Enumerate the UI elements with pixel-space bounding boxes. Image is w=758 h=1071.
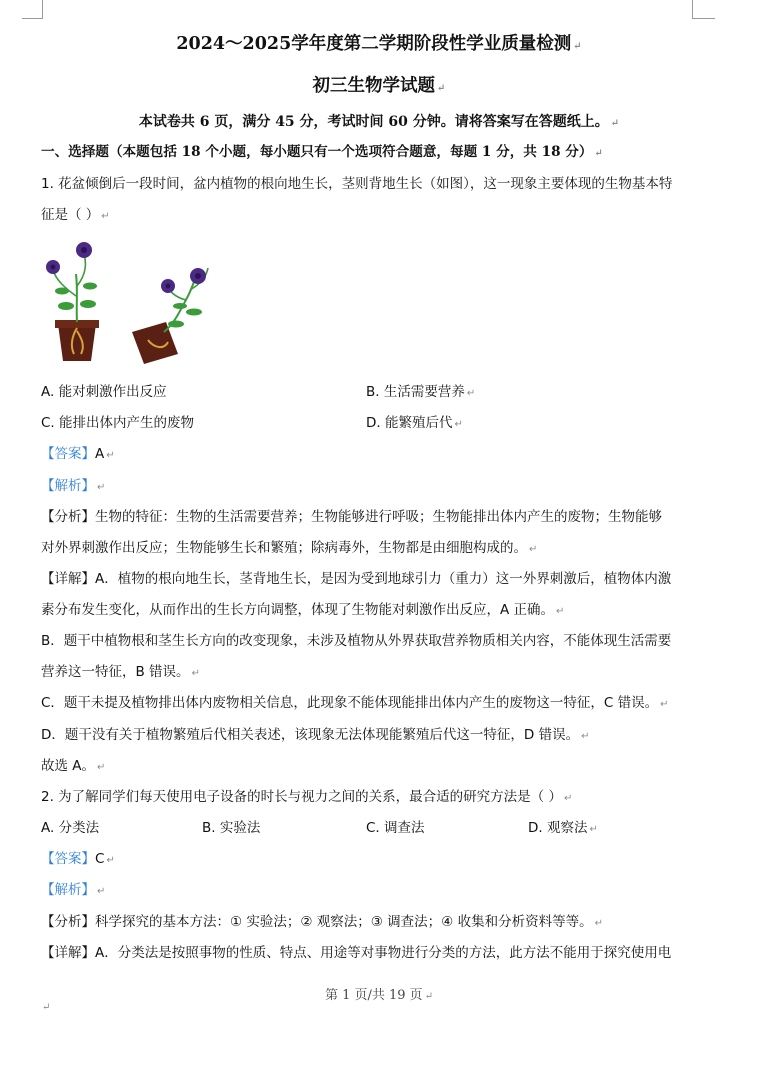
paragraph-mark-icon: ↵ [594,918,603,929]
q2-analysis-heading [41,880,105,902]
q2-answer: 【答案】C ↵ [41,851,115,867]
paragraph-mark-icon: ↵ [573,41,582,52]
paragraph-mark-icon: ↵ [529,544,538,555]
q2-option-c: C. 调查法 [366,820,425,836]
exam-note: 本试卷共 6 页，满分 45 分，考试时间 60 分钟。请将答案写在答题纸上。 ↵ [138,114,620,130]
paragraph-mark-icon: ↵ [454,419,463,430]
q1-option-c: C. 能排出体内产生的废物 [41,415,195,431]
paragraph-mark-icon: ↵ [437,83,446,94]
q2-stem: 2. 为了解同学们每天使用电子设备的时长与视力之间的关系，最合适的研究方法是（ ） ↵ [41,789,573,805]
q1-stem-line2: 征是（ ） ↵ [41,207,110,223]
q1-detail-line5: C．题干未提及植物排出体内废物相关信息，此现象不能体现能排出体内产生的废物这一特征，C 错误。 ↵ [41,695,669,711]
q2-fenxi-line1: 【分析】科学探究的基本方法：① 实验法；② 观察法；③ 调查法；④ 收集和分析资料等等。 ↵ [41,914,603,930]
page-footer: 第 1 页/共 19 页 ↵ [324,988,434,1003]
tilted-plant-image [132,268,208,364]
paragraph-mark-icon: ↵ [106,450,115,461]
q2-option-b: B. 实验法 [202,820,261,836]
paragraph-mark-icon: ↵ [424,991,434,1002]
q1-option-b: B. 生活需要营养 ↵ [366,384,476,400]
detail-tag: 【详解】 [41,571,95,587]
paragraph-mark-icon: ↵ [42,1002,51,1013]
q1-fenxi-line1: 【分析】生物的特征：生物的生活需要营养；生物能够进行呼吸；生物能排出体内产生的废物；生物能够 [41,509,662,525]
q1-detail-line1: 【详解】A．植物的根向地生长，茎背地生长，是因为受到地球引力（重力）这一外界刺激后，植物体内激 [41,571,672,587]
paragraph-mark-icon: ↵ [97,886,106,897]
paragraph-mark-icon: ↵ [556,606,565,617]
q1-analysis-heading [41,476,105,498]
q1-answer: 【答案】A ↵ [41,446,115,462]
crop-mark-top-left [22,0,43,19]
q2-detail-line1: 【详解】A．分类法是按照事物的性质、特点、用途等对事物进行分类的方法，此方法不能用于探究使用电 [41,945,672,961]
paragraph-mark-icon: ↵ [466,388,476,399]
section-heading: 一、选择题（本题包括 18 个小题，每小题只有一个选项符合题意，每题 1 分，共 18 分） ↵ [41,144,603,160]
paragraph-mark-icon: ↵ [660,699,669,710]
upright-plant-image [46,242,99,361]
paragraph-mark-icon: ↵ [97,482,106,493]
crop-mark-top-right [692,0,715,19]
q1-option-d: D. 能繁殖后代 ↵ [366,415,463,431]
paragraph-mark-icon: ↵ [101,211,110,222]
q1-detail-line2: 素分布发生变化，从而作出的生长方向调整，体现了生物能对刺激作出反应，A 正确。 ↵ [41,602,565,618]
q1-fenxi-line2: 对外界刺激作出反应；生物能够生长和繁殖；除病毒外，生物都是由细胞构成的。 ↵ [41,540,538,556]
detail-tag: 【详解】 [41,945,95,961]
fenxi-tag: 【分析】 [41,509,95,525]
analysis-tag: 【解析】 [41,478,95,494]
q2-option-a: A. 分类法 [41,820,100,836]
q1-detail-line6: D．题干没有关于植物繁殖后代相关表述，该现象无法体现能繁殖后代这一特征，D 错误。 ↵ [41,727,590,743]
paragraph-mark-icon: ↵ [97,762,106,773]
q2-option-d: D. 观察法 ↵ [528,820,598,836]
exam-subtitle: 初三生物学试题 ↵ [312,76,446,96]
paragraph-mark-icon: ↵ [589,824,598,835]
exam-title: 2024～2025学年度第二学期阶段性学业质量检测 ↵ [176,34,582,54]
q1-detail-line4: 营养这一特征，B 错误。 ↵ [41,664,200,680]
answer-tag: 【答案】 [41,446,95,462]
tilted-potted-plants-figure [40,236,220,366]
paragraph-mark-icon: ↵ [563,793,573,804]
q1-option-a: A. 能对刺激作出反应 [41,384,167,400]
paragraph-mark-icon: ↵ [106,855,115,866]
q1-stem-line1: 1. 花盆倾倒后一段时间，盆内植物的根向地生长，茎则背地生长（如图），这一现象主要体现的生物基本特 [41,176,673,192]
q1-conclusion: 故选 A。 ↵ [41,758,106,774]
analysis-tag: 【解析】 [41,882,95,898]
answer-tag: 【答案】 [41,851,95,867]
fenxi-tag: 【分析】 [41,914,95,930]
paragraph-mark-icon: ↵ [191,668,200,679]
paragraph-mark-icon: ↵ [610,118,620,129]
q1-detail-line3: B．题干中植物根和茎生长方向的改变现象，未涉及植物从外界获取营养物质相关内容，不能体现生活需要 [41,633,672,649]
paragraph-mark-icon: ↵ [594,148,603,159]
paragraph-mark-icon: ↵ [581,731,590,742]
